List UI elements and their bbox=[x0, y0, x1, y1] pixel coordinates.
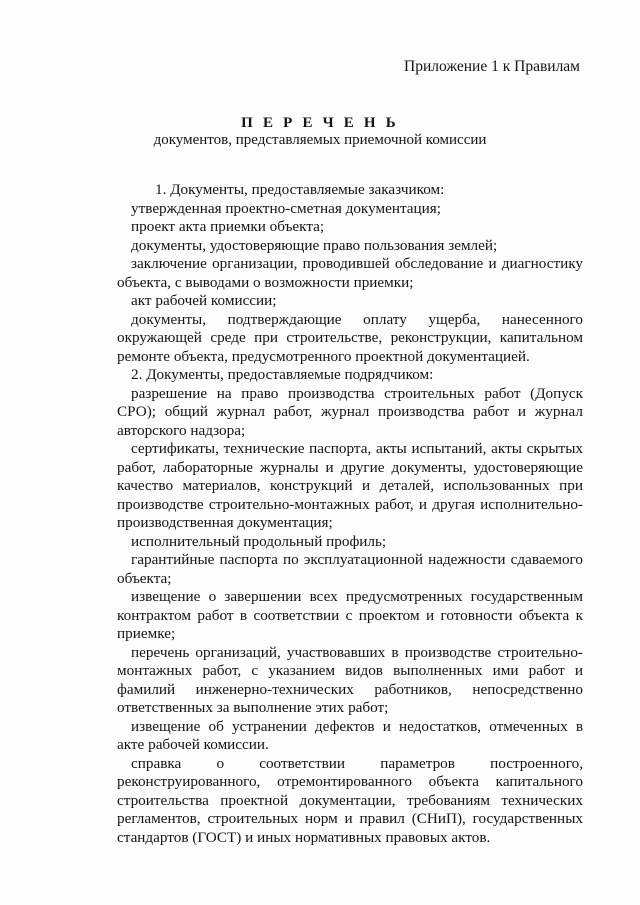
section-1-heading: 1. Документы, предоставляемые заказчиком: bbox=[155, 181, 445, 198]
section-2-item: извещение об устранении дефектов и недостатков, отмеченных в акте рабочей комиссии. bbox=[117, 717, 583, 753]
section-1-item: документы, подтверждающие оплату ущерба, нанесенного окружающей среде при строительстве, реконструкции, капитальном ремонте объекта, предусмотренного проектной документацией. bbox=[117, 310, 583, 365]
section-1-item: акт рабочей комиссии; bbox=[131, 292, 277, 309]
section-2-item: гарантийные паспорта по эксплуатационной надежности сдаваемого объекта; bbox=[117, 551, 583, 587]
document-title: П Е Р Е Ч Е Н Ь bbox=[241, 115, 399, 131]
section-2-item: извещение о завершении всех предусмотренных государственным контрактом работ в соответствии с проектом и готовности объекта к приемке; bbox=[117, 588, 583, 642]
section-2-heading: 2. Документы, предоставляемые подрядчиком: bbox=[131, 366, 434, 383]
section-1-item: проект акта приемки объекта; bbox=[131, 218, 325, 235]
section-2-item: перечень организаций, участвовавших в производстве строительно-монтажных работ, с указанием видов выполненных ими работ и фамилий инженерно-технических работников, непосредственно ответственных за выполнение этих работ; bbox=[117, 643, 583, 716]
section-1-item: утвержденная проектно-сметная документация; bbox=[131, 199, 441, 217]
document-body bbox=[117, 181, 583, 847]
document-subtitle: документов, представляемых приемочной комиссии bbox=[153, 132, 487, 148]
section-2-item: исполнительный продольный профиль; bbox=[131, 532, 387, 550]
section-2-item: сертификаты, технические паспорта, акты испытаний, акты скрытых работ, лабораторные журналы и другие документы, удостоверяющие качество материалов, конструкций и деталей, использованных при производстве строительно-монтажных работ, и другая исполнительно-производственная документация; bbox=[117, 440, 583, 531]
section-2-item: справка о соответствии параметров построенного, реконструированного, отремонтированного объекта капитального строительства проектной документации, требованиям технических регламентов, строительных норм и правил (СНиП), государственных стандартов (ГОСТ) и иных нормативных правовых актов. bbox=[117, 754, 583, 846]
appendix-note: Приложение 1 к Правилам bbox=[404, 58, 580, 75]
section-2-item: разрешение на право производства строительных работ (Допуск СРО); общий журнал работ, журнал производства работ и журнал авторского надзора; bbox=[117, 384, 583, 439]
section-1-item: документы, удостоверяющие право пользования землей; bbox=[131, 236, 498, 254]
section-1-item: заключение организации, проводившей обследование и диагностику объекта, с выводами о возможности приемки; bbox=[117, 255, 583, 291]
